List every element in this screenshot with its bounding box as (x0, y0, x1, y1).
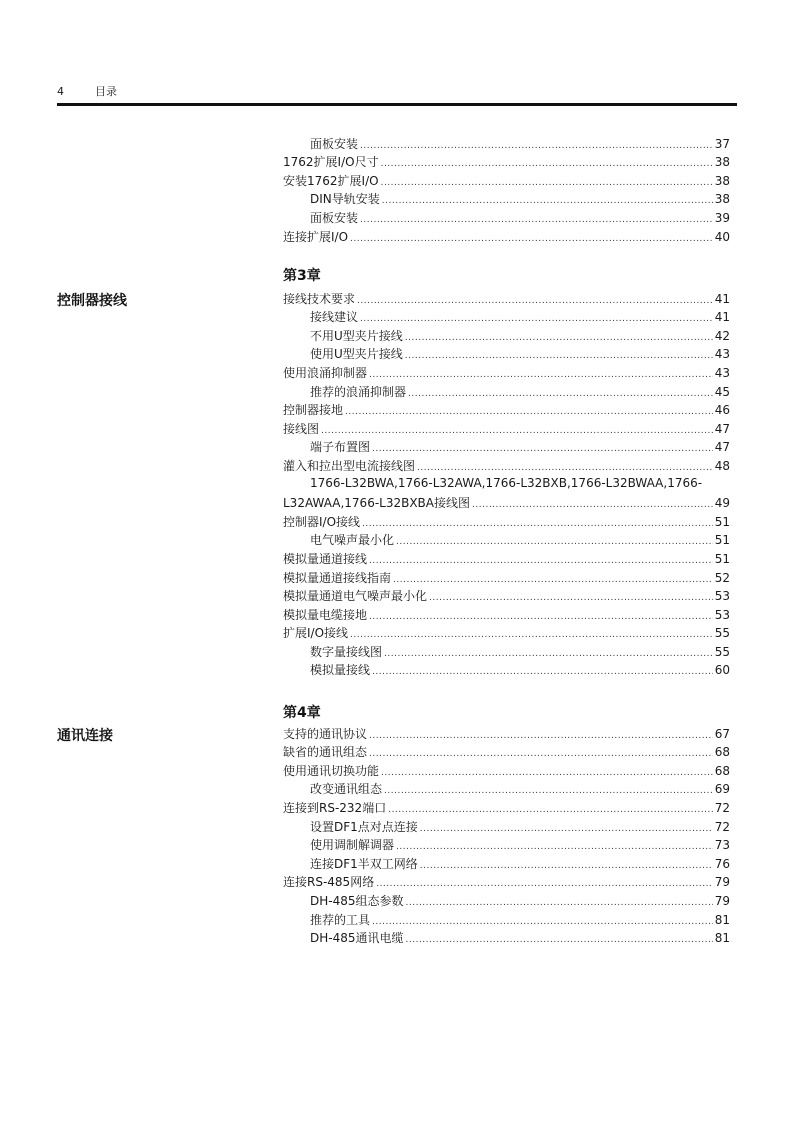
toc-entry-title: 控制器接地 (283, 403, 344, 418)
toc-entry-title: 改变通讯组态 (310, 782, 383, 797)
toc-entry-title: 连接扩展I/O (283, 229, 349, 244)
toc-entry-page: 51 (714, 551, 730, 566)
toc-entry-page: 48 (714, 458, 730, 473)
toc-entry-title: 安装1762扩展I/O (283, 173, 379, 188)
dot-leader (388, 804, 713, 816)
toc-entry[interactable] (283, 797, 730, 816)
dot-leader (369, 748, 713, 760)
toc-entry-page: 79 (714, 893, 730, 908)
toc-entry-page: 40 (714, 229, 730, 244)
toc-entry-page: 55 (714, 644, 730, 659)
toc-entry-page: 47 (714, 440, 730, 455)
toc-entry-title: 面板安装 (310, 210, 359, 225)
toc-group-continued (283, 133, 730, 245)
header-rule (57, 103, 737, 106)
dot-leader (420, 823, 713, 835)
toc-entry-title: 面板安装 (310, 136, 359, 151)
toc-entry-page: 51 (714, 514, 730, 529)
toc-entry-title: 模拟量电缆接地 (283, 607, 368, 622)
toc-entry[interactable] (283, 455, 730, 474)
toc-entry-page: 38 (714, 192, 730, 207)
dot-leader (406, 934, 713, 946)
toc-entry-title: 1762扩展I/O尺寸 (283, 155, 379, 170)
dot-leader (350, 233, 713, 245)
toc-entry-page: 72 (714, 819, 730, 834)
toc-entry-wrapped[interactable] (283, 474, 730, 511)
dot-leader (369, 730, 713, 742)
toc-entry-title: 电气噪声最小化 (310, 533, 395, 548)
dot-leader (372, 916, 713, 928)
dot-leader (420, 860, 713, 872)
toc-entry-page: 43 (714, 347, 730, 362)
toc-entry-title: 推荐的工具 (310, 912, 371, 927)
toc-entry[interactable] (283, 835, 730, 854)
dot-leader (417, 462, 713, 474)
dot-leader (408, 388, 713, 400)
dot-leader (372, 443, 713, 455)
toc-entry-page: 68 (714, 745, 730, 760)
toc-entry[interactable] (283, 437, 730, 456)
toc-entry-page: 53 (714, 607, 730, 622)
toc-entry[interactable] (283, 189, 730, 208)
dot-leader (321, 425, 713, 437)
toc-entry-page: 47 (714, 421, 730, 436)
toc-entry[interactable] (283, 723, 730, 742)
dot-leader (405, 332, 713, 344)
dot-leader (357, 295, 713, 307)
toc-entry[interactable] (283, 641, 730, 660)
toc-entry-title: 模拟量通道电气噪声最小化 (283, 589, 428, 604)
toc-entry-title: 接线建议 (310, 310, 359, 325)
dot-leader (381, 158, 713, 170)
toc-entry-page: 38 (714, 155, 730, 170)
dot-leader (382, 195, 713, 207)
toc-chapter-3 (283, 288, 730, 678)
toc-entry[interactable] (283, 909, 730, 928)
toc-entry[interactable] (283, 760, 730, 779)
toc-entry-page: 60 (714, 663, 730, 678)
dot-leader (345, 406, 713, 418)
toc-entry[interactable] (283, 816, 730, 835)
toc-entry-page: 81 (714, 931, 730, 946)
toc-entry[interactable] (283, 604, 730, 623)
toc-entry[interactable] (283, 511, 730, 530)
dot-leader (369, 555, 713, 567)
toc-entry-title: 连接RS-485网络 (283, 875, 375, 890)
dot-leader (406, 897, 713, 909)
dot-leader (396, 841, 713, 853)
toc-entry-title-line1: 1766-L32BWA,1766-L32AWA,1766-L32BXB,1766-L32BWAA,1766- (310, 475, 703, 490)
toc-entry-page: 42 (714, 328, 730, 343)
toc-entry[interactable] (283, 133, 730, 152)
toc-entry[interactable] (283, 325, 730, 344)
toc-entry-title: 灌入和拉出型电流接线图 (283, 458, 416, 473)
chapter-4-heading: 第4章 (283, 705, 321, 721)
toc-entry[interactable] (283, 288, 730, 307)
toc-entry-title: 端子布置图 (310, 440, 371, 455)
toc-chapter-4 (283, 723, 730, 946)
toc-entry-title: 模拟量通道接线指南 (283, 570, 392, 585)
dot-leader (384, 785, 713, 797)
dot-leader (362, 518, 713, 530)
toc-entry[interactable] (283, 928, 730, 947)
toc-entry[interactable] (283, 344, 730, 363)
dot-leader (360, 140, 713, 152)
toc-entry-page: 52 (714, 570, 730, 585)
toc-entry-page: 41 (714, 291, 730, 306)
toc-entry-title: 连接DF1半双工网络 (310, 856, 418, 871)
toc-entry[interactable] (283, 872, 730, 891)
page-number: 4 (57, 85, 64, 98)
toc-entry-page: 79 (714, 875, 730, 890)
toc-entry-page: 67 (714, 726, 730, 741)
toc-entry-title: 扩展I/O接线 (283, 626, 349, 641)
dot-leader (360, 313, 713, 325)
toc-entry-title-line2: L32AWAA,1766-L32BXBA接线图 (283, 496, 471, 511)
toc-entry-title: 缺省的通讯组态 (283, 745, 368, 760)
toc-entry[interactable] (283, 779, 730, 798)
toc-entry-title: 模拟量接线 (310, 663, 371, 678)
dot-leader (372, 666, 713, 678)
chapter-3-heading: 第3章 (283, 268, 321, 284)
toc-entry-title: 支持的通讯协议 (283, 726, 368, 741)
toc-entry[interactable] (283, 381, 730, 400)
toc-entry[interactable] (283, 152, 730, 171)
toc-entry-title: 模拟量通道接线 (283, 551, 368, 566)
dot-leader (384, 648, 713, 660)
toc-entry-page: 49 (714, 496, 730, 511)
toc-entry-page: 43 (714, 365, 730, 380)
toc-entry[interactable] (283, 362, 730, 381)
dot-leader (429, 592, 713, 604)
toc-entry-page: 68 (714, 763, 730, 778)
toc-entry-page: 69 (714, 782, 730, 797)
dot-leader (360, 214, 713, 226)
dot-leader (396, 536, 713, 548)
toc-entry[interactable] (283, 530, 730, 549)
page-header (57, 84, 737, 100)
dot-leader (405, 350, 713, 362)
toc-entry-page: 39 (714, 210, 730, 225)
toc-entry-title: 数字量接线图 (310, 644, 383, 659)
chapter-4-section-title: 通讯连接 (57, 728, 113, 744)
toc-entry[interactable] (283, 226, 730, 245)
toc-entry-title: 接线技术要求 (283, 291, 356, 306)
toc-entry-title: 使用通讯切换功能 (283, 763, 380, 778)
dot-leader (376, 878, 713, 890)
toc-entry-title: 连接到RS-232端口 (283, 800, 387, 815)
toc-entry-page: 72 (714, 800, 730, 815)
toc-entry-page: 38 (714, 173, 730, 188)
toc-entry[interactable] (283, 567, 730, 586)
toc-entry[interactable] (283, 853, 730, 872)
toc-entry[interactable] (283, 623, 730, 642)
toc-entry-title: 控制器I/O接线 (283, 514, 361, 529)
toc-entry[interactable] (283, 890, 730, 909)
toc-entry[interactable] (283, 586, 730, 605)
dot-leader (369, 369, 713, 381)
toc-entry-title: 接线图 (283, 421, 320, 436)
toc-entry[interactable] (283, 660, 730, 679)
dot-leader (381, 767, 713, 779)
toc-entry-page: 76 (714, 856, 730, 871)
toc-entry[interactable] (283, 170, 730, 189)
toc-entry-page: 55 (714, 626, 730, 641)
toc-entry[interactable] (283, 742, 730, 761)
toc-entry[interactable] (283, 548, 730, 567)
toc-entry-page: 45 (714, 384, 730, 399)
toc-entry[interactable] (283, 207, 730, 226)
page-title: 目录 (95, 85, 117, 98)
dot-leader (472, 499, 713, 511)
toc-entry[interactable] (283, 307, 730, 326)
toc-entry[interactable] (283, 418, 730, 437)
dot-leader (369, 611, 713, 623)
toc-entry-title: 使用调制解调器 (310, 838, 395, 853)
toc-entry-line2 (283, 493, 730, 512)
toc-entry-title: DH-485通讯电缆 (310, 931, 404, 946)
chapter-3-section-title: 控制器接线 (57, 293, 127, 309)
toc-entry-title: DIN导轨安装 (310, 192, 380, 207)
toc-entry-title: DH-485组态参数 (310, 893, 404, 908)
toc-entry-page: 81 (714, 912, 730, 927)
toc-entry-title: 推荐的浪涌抑制器 (310, 384, 407, 399)
toc-entry-title: 不用U型夹片接线 (310, 328, 403, 343)
dot-leader (381, 177, 713, 189)
toc-entry-title: 使用浪涌抑制器 (283, 365, 368, 380)
toc-entry[interactable] (283, 400, 730, 419)
toc-entry-page: 46 (714, 403, 730, 418)
toc-entry-page: 37 (714, 136, 730, 151)
dot-leader (393, 574, 713, 586)
toc-entry-page: 53 (714, 589, 730, 604)
toc-entry-page: 51 (714, 533, 730, 548)
toc-entry-title: 设置DF1点对点连接 (310, 819, 418, 834)
toc-entry-title: 使用U型夹片接线 (310, 347, 403, 362)
toc-entry-page: 41 (714, 310, 730, 325)
toc-entry-page: 73 (714, 838, 730, 853)
dot-leader (350, 629, 713, 641)
